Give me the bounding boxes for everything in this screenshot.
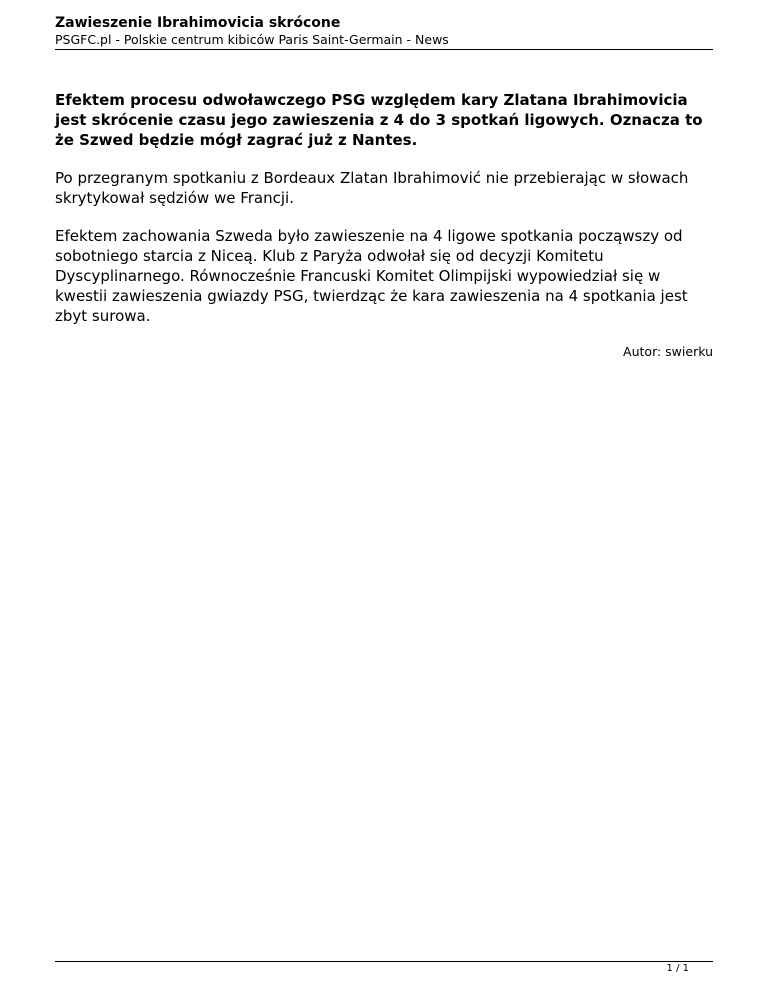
article-author: Autor: swierku (623, 344, 713, 359)
page-number: 1 / 1 (666, 963, 689, 974)
article-paragraph-2: Efektem zachowania Szweda było zawieszenie na 4 ligowe spotkania począwszy od sobotniego starcia z Niceą. Klub z Paryża odwołał się od decyzji Komitetu Dyscyplinarnego. Równocześnie Francuski Komitet Olimpijski wypowiedział się w kwestii zawieszenia gwiazdy PSG, twierdząc że kara zawieszenia na 4 spotkania jest zbyt surowa. (55, 227, 688, 325)
document-title: Zawieszenie Ibrahimovicia skrócone (55, 15, 341, 31)
document-source: PSGFC.pl - Polskie centrum kibiców Paris Saint-Germain - News (55, 32, 449, 47)
page-footer (55, 961, 713, 974)
article-lead: Efektem procesu odwoławczego PSG względem kary Zlatana Ibrahimovicia jest skrócenie czasu jego zawieszenia z 4 do 3 spotkań ligowych. Oznacza to że Szwed będzie mógł zagrać już z Nantes. (55, 91, 703, 149)
article-body (55, 90, 713, 360)
article-paragraph-1: Po przegranym spotkaniu z Bordeaux Zlatan Ibrahimović nie przebierając w słowach skrytykował sędziów we Francji. (55, 169, 689, 207)
page-header (55, 14, 713, 50)
